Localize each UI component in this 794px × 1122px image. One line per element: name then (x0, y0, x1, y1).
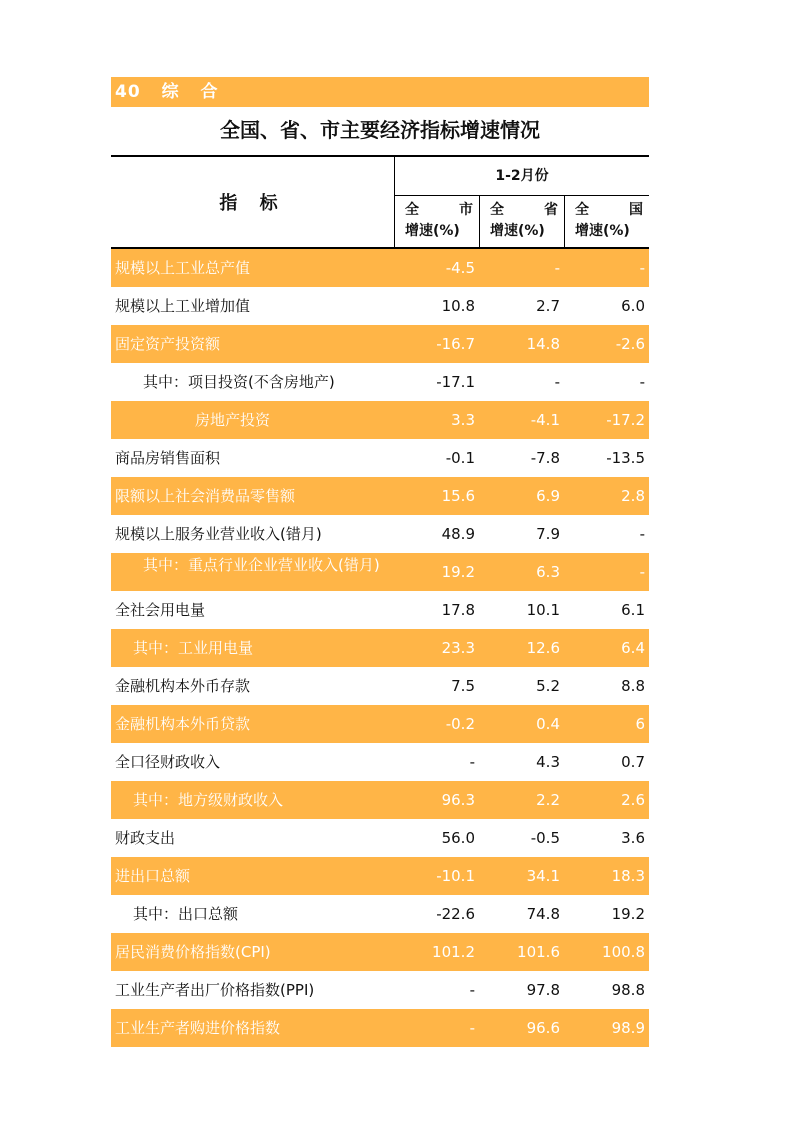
row-label: 金融机构本外币存款 (115, 677, 251, 695)
table-row (111, 781, 649, 819)
value-city: - (469, 981, 475, 999)
table-row (111, 439, 649, 477)
value-city: 23.3 (441, 639, 475, 657)
value-nation: 6 (635, 715, 645, 733)
value-nation: - (639, 525, 645, 543)
table-row (111, 325, 649, 363)
section-name-1: 综 (161, 82, 180, 102)
value-nation: 2.8 (621, 487, 645, 505)
value-city: -0.2 (445, 715, 475, 733)
table-row (111, 401, 649, 439)
table-row (111, 249, 649, 287)
table-row (111, 933, 649, 971)
value-province: -7.8 (530, 449, 560, 467)
value-province: 2.7 (536, 297, 560, 315)
value-city: 101.2 (432, 943, 475, 961)
value-nation: - (639, 563, 645, 581)
column-header-nation-a: 全 (575, 202, 589, 218)
value-province: 101.6 (517, 943, 560, 961)
table-row (111, 857, 649, 895)
period-header: 1-2月份 (395, 157, 649, 196)
indicator-header: 指 标 (111, 157, 395, 247)
value-nation: -2.6 (615, 335, 645, 353)
value-province: 12.6 (526, 639, 560, 657)
row-label: 固定资产投资额 (115, 335, 221, 353)
value-city: -16.7 (436, 335, 475, 353)
table-row (111, 895, 649, 933)
column-header-province-b: 省 (544, 202, 558, 218)
section-name-2: 合 (200, 82, 219, 102)
row-label: 商品房销售面积 (115, 449, 221, 467)
value-nation: 98.9 (611, 1019, 645, 1037)
value-province: 5.2 (536, 677, 560, 695)
value-nation: -17.2 (606, 411, 645, 429)
row-label: 工业生产者购进价格指数 (115, 1019, 281, 1037)
value-city: 3.3 (451, 411, 475, 429)
value-city: 48.9 (441, 525, 475, 543)
value-province: -4.1 (530, 411, 560, 429)
section-number: 40 (115, 82, 141, 102)
value-city: -0.1 (445, 449, 475, 467)
row-label: 工业生产者出厂价格指数(PPI) (115, 981, 315, 999)
value-nation: 8.8 (621, 677, 645, 695)
value-city: -10.1 (436, 867, 475, 885)
row-label: 其中：出口总额 (133, 905, 239, 923)
value-city: - (469, 753, 475, 771)
value-province: 97.8 (526, 981, 560, 999)
table-row (111, 667, 649, 705)
table-row (111, 629, 649, 667)
value-province: 6.3 (536, 563, 560, 581)
column-header-city-a: 全 (405, 202, 419, 218)
row-label: 财政支出 (115, 829, 176, 847)
value-nation: 6.4 (621, 639, 645, 657)
value-city: 19.2 (441, 563, 475, 581)
value-city: -22.6 (436, 905, 475, 923)
value-nation: 100.8 (602, 943, 645, 961)
value-city: 10.8 (441, 297, 475, 315)
page-title: 全国、省、市主要经济指标增速情况 (111, 107, 649, 157)
value-province: - (554, 373, 560, 391)
value-city: 96.3 (441, 791, 475, 809)
row-label: 全口径财政收入 (115, 753, 221, 771)
table-row (111, 477, 649, 515)
column-header-nation-sub: 增速(%) (575, 223, 630, 239)
row-label: 规模以上工业总产值 (115, 259, 251, 277)
row-label: 房地产投资 (195, 411, 271, 429)
table-row (111, 515, 649, 553)
value-city: 17.8 (441, 601, 475, 619)
table-row (111, 363, 649, 401)
value-nation: - (639, 259, 645, 277)
value-city: 7.5 (451, 677, 475, 695)
value-nation: 19.2 (611, 905, 645, 923)
column-header-city-sub: 增速(%) (405, 223, 460, 239)
value-province: 7.9 (536, 525, 560, 543)
value-city: 56.0 (441, 829, 475, 847)
period-header-group (395, 157, 649, 247)
column-header-city (395, 196, 480, 247)
row-label: 居民消费价格指数(CPI) (115, 943, 271, 961)
table-row (111, 591, 649, 629)
value-nation: 98.8 (611, 981, 645, 999)
value-nation: - (639, 373, 645, 391)
value-nation: 2.6 (621, 791, 645, 809)
column-header-city-b: 市 (459, 202, 473, 218)
column-header-province (480, 196, 565, 247)
value-province: -0.5 (530, 829, 560, 847)
value-city: 15.6 (441, 487, 475, 505)
value-province: 96.6 (526, 1019, 560, 1037)
column-header-nation (565, 196, 649, 247)
table-row (111, 819, 649, 857)
row-label: 其中：工业用电量 (133, 639, 254, 657)
row-label: 金融机构本外币贷款 (115, 715, 251, 733)
table-row (111, 705, 649, 743)
value-city: -4.5 (445, 259, 475, 277)
table-row (111, 743, 649, 781)
value-province: 34.1 (526, 867, 560, 885)
value-city: -17.1 (436, 373, 475, 391)
column-header-nation-b: 国 (629, 202, 643, 218)
value-province: 6.9 (536, 487, 560, 505)
value-province: 2.2 (536, 791, 560, 809)
value-nation: 3.6 (621, 829, 645, 847)
table-header (111, 157, 649, 249)
column-header-province-a: 全 (490, 202, 504, 218)
table-body (111, 249, 649, 1047)
column-headers (395, 196, 649, 247)
stats-sheet (111, 77, 649, 1047)
table-row (111, 971, 649, 1009)
value-nation: 18.3 (611, 867, 645, 885)
value-province: 74.8 (526, 905, 560, 923)
value-province: 10.1 (526, 601, 560, 619)
row-label: 规模以上服务业营业收入(错月) (115, 525, 322, 543)
row-label: 限额以上社会消费品零售额 (115, 487, 296, 505)
value-city: - (469, 1019, 475, 1037)
value-province: 0.4 (536, 715, 560, 733)
value-nation: 6.0 (621, 297, 645, 315)
value-nation: 6.1 (621, 601, 645, 619)
row-label: 规模以上工业增加值 (115, 297, 251, 315)
value-nation: -13.5 (606, 449, 645, 467)
value-province: 4.3 (536, 753, 560, 771)
row-label: 全社会用电量 (115, 601, 206, 619)
table-row (111, 287, 649, 325)
value-province: - (554, 259, 560, 277)
row-label: 其中：重点行业企业营业收入(错月) (143, 556, 380, 574)
table-row (111, 1009, 649, 1047)
section-bar (111, 77, 649, 107)
row-label: 其中：项目投资(不含房地产) (143, 373, 335, 391)
row-label: 其中：地方级财政收入 (133, 791, 284, 809)
value-nation: 0.7 (621, 753, 645, 771)
row-label: 进出口总额 (115, 867, 191, 885)
column-header-province-sub: 增速(%) (490, 223, 545, 239)
value-province: 14.8 (526, 335, 560, 353)
table-row (111, 553, 649, 591)
